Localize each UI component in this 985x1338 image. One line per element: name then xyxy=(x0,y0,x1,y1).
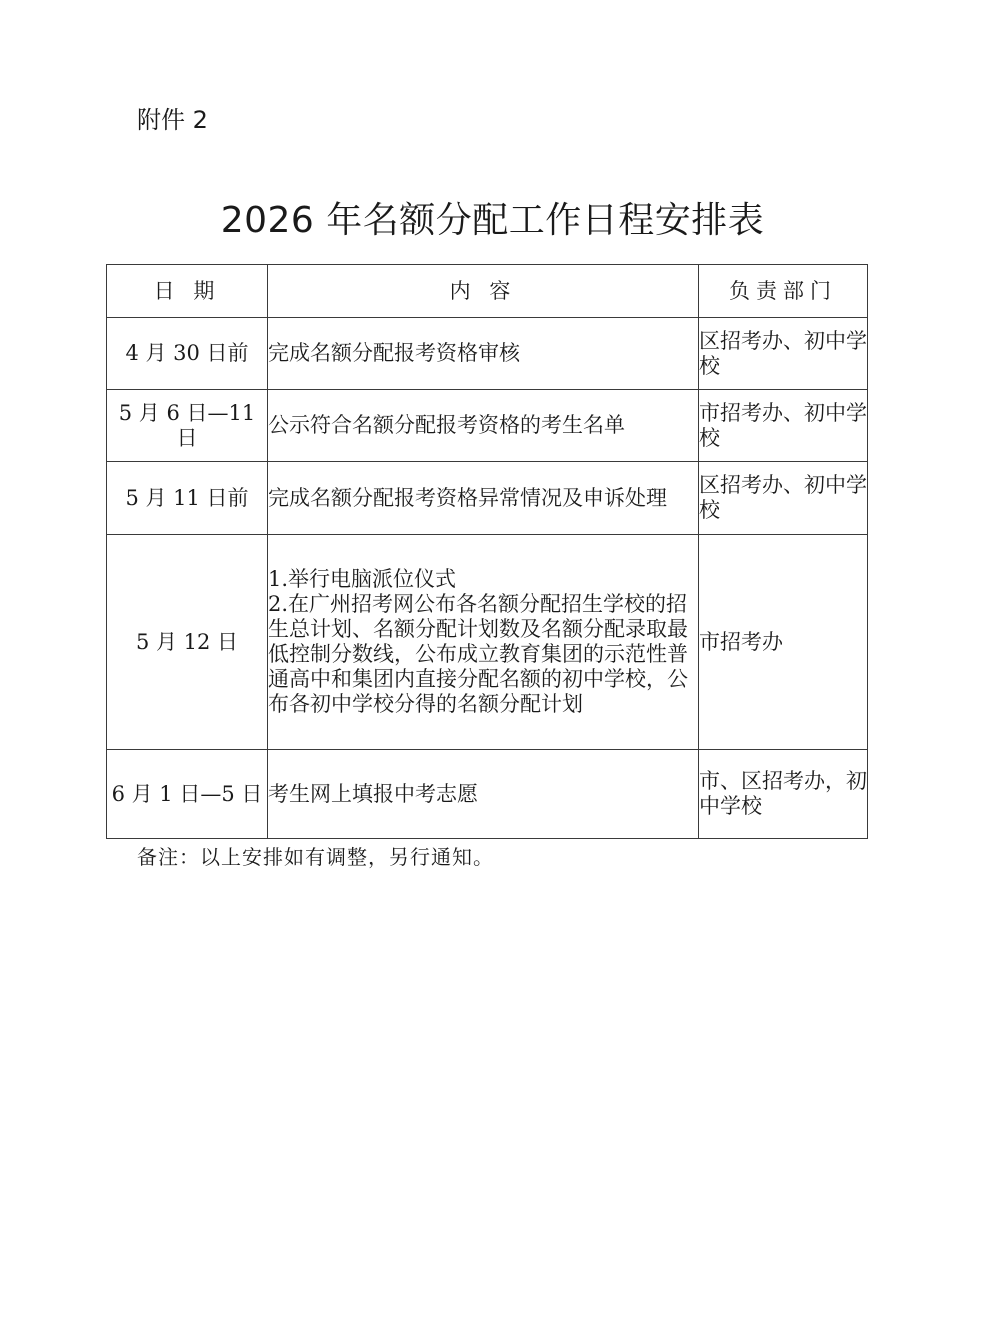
date-cell: 4 月 30 日前 xyxy=(107,318,268,390)
date-cell: 5 月 11 日前 xyxy=(107,462,268,535)
table-header-row xyxy=(107,265,868,318)
table-row xyxy=(107,750,868,839)
date-cell: 5 月 12 日 xyxy=(107,535,268,750)
department-cell: 市招考办、初中学校 xyxy=(699,390,868,462)
content-cell: 完成名额分配报考资格异常情况及申诉处理 xyxy=(268,462,699,535)
content-item-2: 2.在广州招考网公布各名额分配招生学校的招生总计划、名额分配计划数及名额分配录取最低控制分数线，公布成立教育集团的示范性普通高中和集团内直接分配名额的初中学校，公布各初中学校分得的名额分配计划 xyxy=(268,592,688,716)
column-header-date: 日 期 xyxy=(107,265,268,318)
content-cell: 完成名额分配报考资格审核 xyxy=(268,318,699,390)
department-cell: 区招考办、初中学校 xyxy=(699,318,868,390)
department-cell: 市招考办 xyxy=(699,535,868,750)
department-cell: 市、区招考办，初中学校 xyxy=(699,750,868,839)
table-row xyxy=(107,318,868,390)
content-cell xyxy=(268,535,699,750)
column-header-department: 负责部门 xyxy=(699,265,868,318)
footer-note: 备注：以上安排如有调整，另行通知。 xyxy=(137,845,494,869)
content-cell: 公示符合名额分配报考资格的考生名单 xyxy=(268,390,699,462)
content-cell: 考生网上填报中考志愿 xyxy=(268,750,699,839)
content-item-1: 1.举行电脑派位仪式 xyxy=(268,567,457,591)
attachment-label: 附件 2 xyxy=(137,106,208,134)
date-cell: 6 月 1 日—5 日 xyxy=(107,750,268,839)
department-cell: 区招考办、初中学校 xyxy=(699,462,868,535)
table-row xyxy=(107,462,868,535)
date-cell: 5 月 6 日—11 日 xyxy=(107,390,268,462)
schedule-table xyxy=(106,264,868,839)
table-row xyxy=(107,535,868,750)
column-header-content: 内 容 xyxy=(268,265,699,318)
table-row xyxy=(107,390,868,462)
page-title: 2026 年名额分配工作日程安排表 xyxy=(220,200,765,241)
